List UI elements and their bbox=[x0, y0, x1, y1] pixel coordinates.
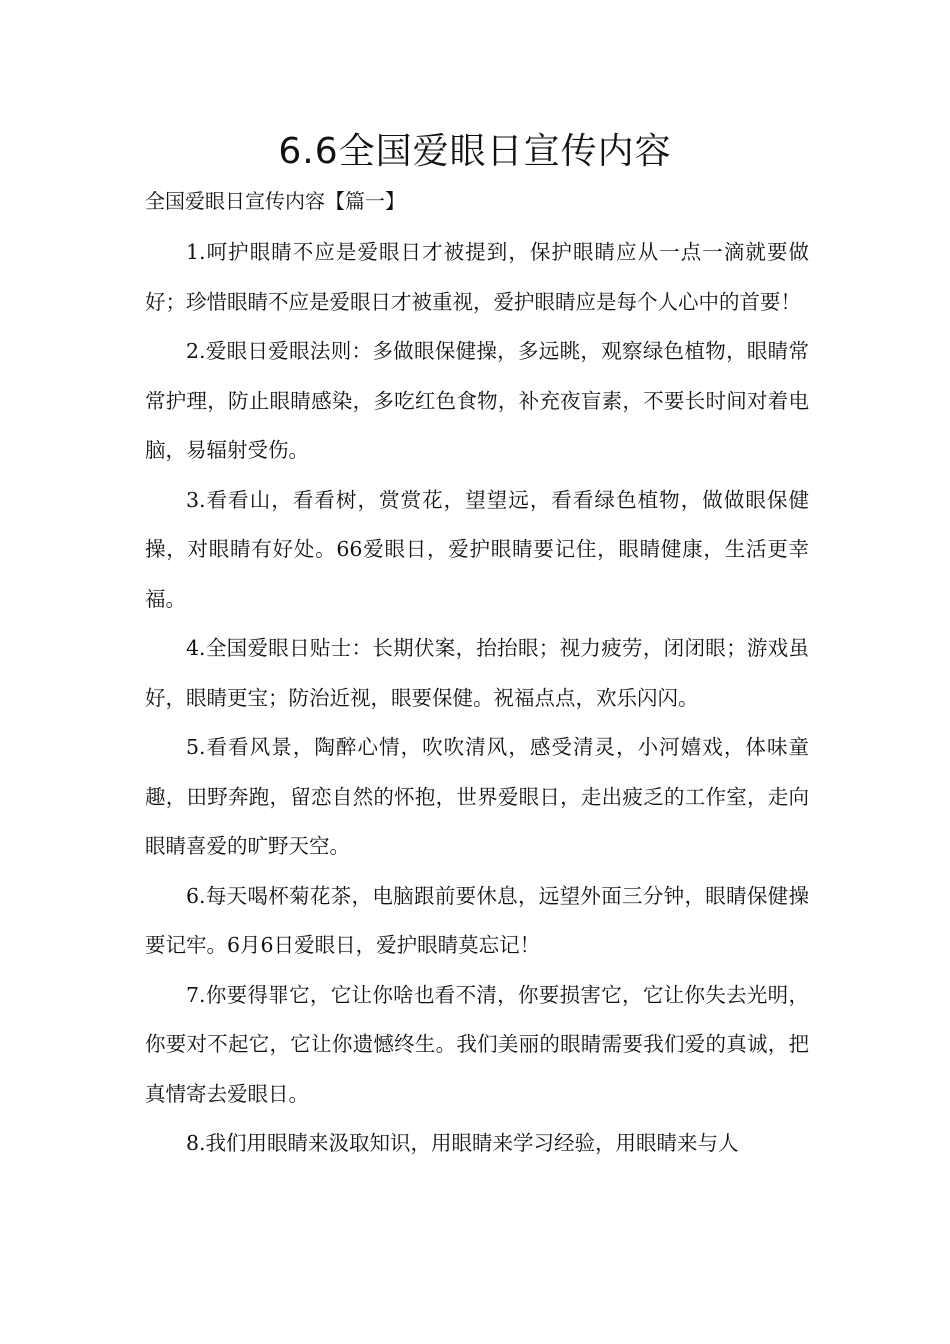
paragraph-2: 2.爱眼日爱眼法则：多做眼保健操，多远眺，观察绿色植物，眼睛常常护理，防止眼睛感染，多吃红色食物，补充夜盲素，不要长时间对着电脑，易辐射受伤。 bbox=[145, 339, 809, 462]
page-title: 6.6全国爱眼日宣传内容 bbox=[278, 131, 672, 172]
paragraph-4: 4.全国爱眼日贴士：长期伏案，抬抬眼；视力疲劳，闭闭眼；游戏虽好，眼睛更宝；防治近视，眼要保健。祝福点点，欢乐闪闪。 bbox=[145, 636, 809, 710]
paragraph-7: 7.你要得罪它，它让你啥也看不清，你要损害它，它让你失去光明，你要对不起它，它让你遗憾终生。我们美丽的眼睛需要我们爱的真诚，把真情寄去爱眼日。 bbox=[145, 982, 809, 1106]
document-body bbox=[145, 228, 809, 1169]
section-heading: 全国爱眼日宣传内容【篇一】 bbox=[145, 189, 405, 213]
paragraph-5: 5.看看风景，陶醉心情，吹吹清风，感受清灵，小河嬉戏，体味童趣，田野奔跑，留恋自然的怀抱，世界爱眼日，走出疲乏的工作室，走向眼睛喜爱的旷野天空。 bbox=[145, 735, 809, 858]
paragraph-8: 8.我们用眼睛来汲取知识，用眼睛来学习经验，用眼睛来与人 bbox=[186, 1131, 739, 1155]
paragraph-3: 3.看看山，看看树，赏赏花，望望远，看看绿色植物，做做眼保健操，对眼睛有好处。66爱眼日，爱护眼睛要记住，眼睛健康，生活更幸福。 bbox=[145, 487, 809, 611]
paragraph-6: 6.每天喝杯菊花茶，电脑跟前要休息，远望外面三分钟，眼睛保健操要记牢。6月6日爱眼日，爱护眼睛莫忘记！ bbox=[145, 883, 809, 957]
paragraph-1: 1.呵护眼睛不应是爱眼日才被提到，保护眼睛应从一点一滴就要做好；珍惜眼睛不应是爱眼日才被重视，爱护眼睛应是每个人心中的首要！ bbox=[145, 240, 809, 314]
